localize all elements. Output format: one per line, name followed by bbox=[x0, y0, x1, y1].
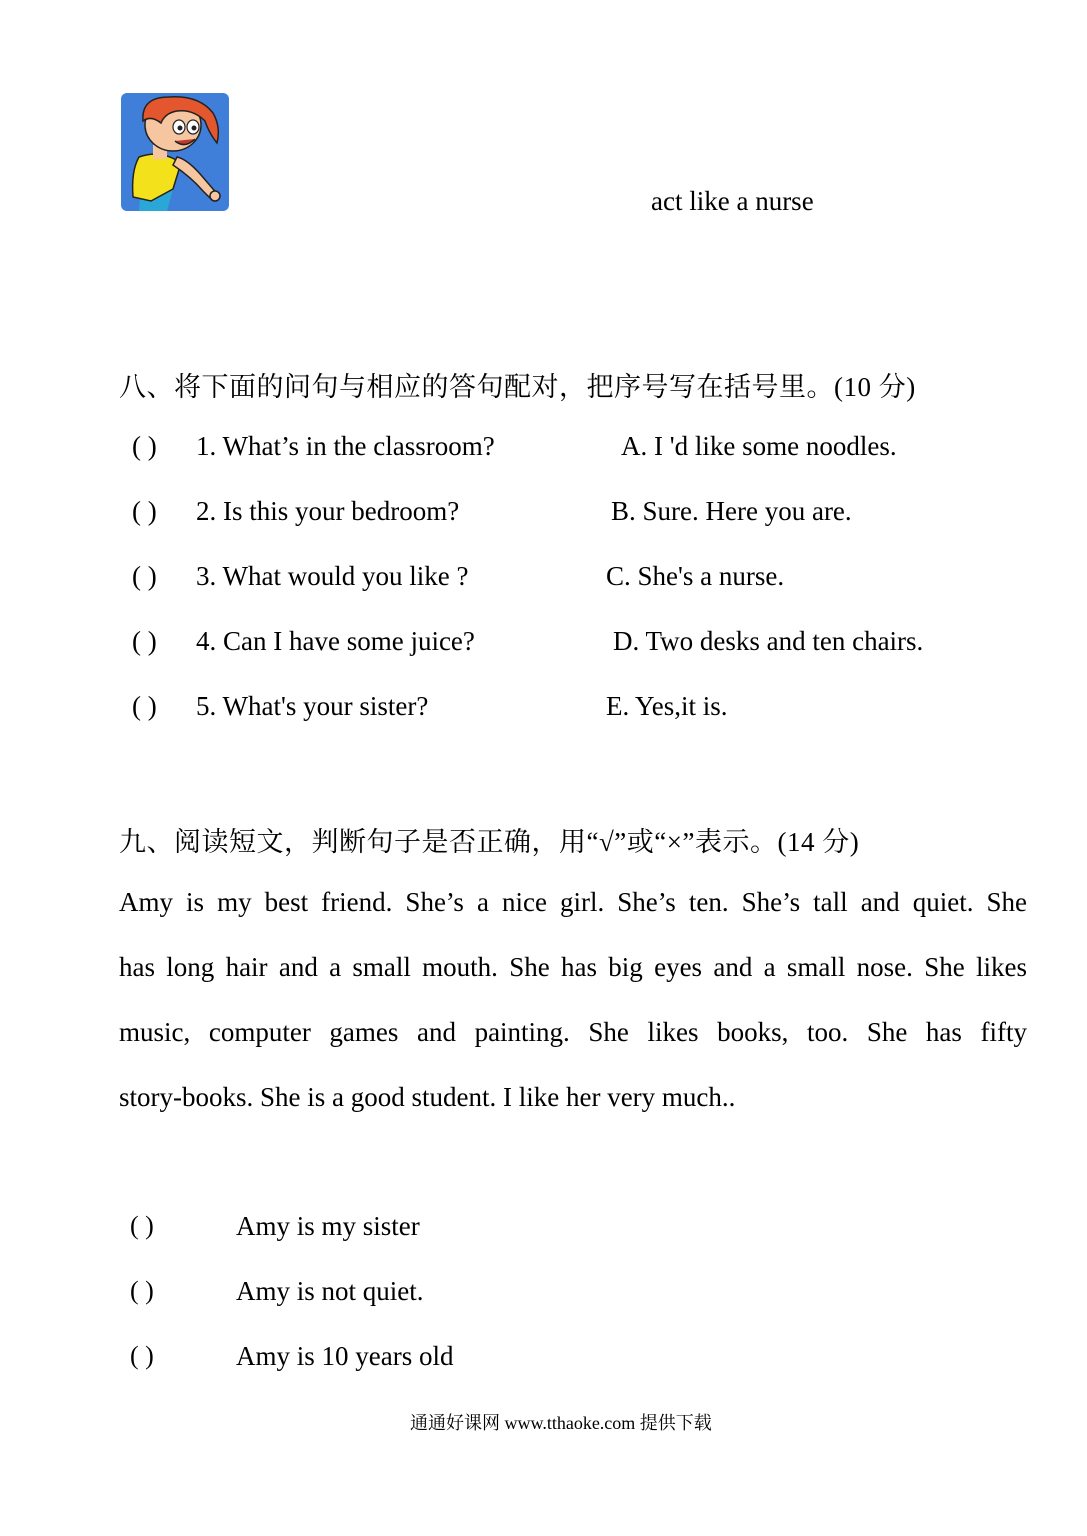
answer-blank[interactable]: ( ) bbox=[132, 626, 157, 656]
answer-blank[interactable]: ( ) bbox=[132, 431, 157, 461]
illustration-caption: act like a nurse bbox=[651, 186, 814, 216]
boy-cartoon-illustration bbox=[121, 93, 229, 211]
question-text: 5. What's your sister? bbox=[196, 691, 429, 721]
judgment-blank[interactable]: ( ) bbox=[130, 1341, 154, 1370]
section-8-heading: 八、将下面的问句与相应的答句配对，把序号写在括号里。(10 分) bbox=[119, 372, 916, 402]
passage-line: story-books. She is a good student. I like her very much.. bbox=[119, 1082, 736, 1112]
judgment-blank[interactable]: ( ) bbox=[130, 1211, 154, 1240]
question-text: 1. What’s in the classroom? bbox=[196, 431, 495, 461]
answer-option: E. Yes,it is. bbox=[606, 691, 728, 721]
section-9-heading: 九、阅读短文，判断句子是否正确，用“√”或“×”表示。(14 分) bbox=[119, 827, 860, 857]
statement-text: Amy is not quiet. bbox=[236, 1276, 424, 1306]
passage-line: music, computer games and painting. She likes books, too. She has fifty bbox=[119, 1017, 1027, 1047]
answer-option: A. I 'd like some noodles. bbox=[621, 431, 897, 461]
judgment-blank[interactable]: ( ) bbox=[130, 1276, 154, 1305]
question-text: 2. Is this your bedroom? bbox=[196, 496, 460, 526]
page-footer: 通通好课网 www.tthaoke.com 提供下载 bbox=[410, 1413, 712, 1433]
answer-blank[interactable]: ( ) bbox=[132, 691, 157, 721]
passage-line: Amy is my best friend. She’s a nice girl. She’s ten. She’s tall and quiet. She bbox=[119, 887, 1027, 917]
answer-option: D. Two desks and ten chairs. bbox=[613, 626, 924, 656]
statement-text: Amy is 10 years old bbox=[236, 1341, 454, 1371]
question-text: 3. What would you like ? bbox=[196, 561, 469, 591]
statement-text: Amy is my sister bbox=[236, 1211, 420, 1241]
answer-blank[interactable]: ( ) bbox=[132, 561, 157, 591]
question-text: 4. Can I have some juice? bbox=[196, 626, 475, 656]
answer-option: B. Sure. Here you are. bbox=[611, 496, 852, 526]
passage-line: has long hair and a small mouth. She has big eyes and a small nose. She likes bbox=[119, 952, 1027, 982]
answer-option: C. She's a nurse. bbox=[606, 561, 785, 591]
answer-blank[interactable]: ( ) bbox=[132, 496, 157, 526]
